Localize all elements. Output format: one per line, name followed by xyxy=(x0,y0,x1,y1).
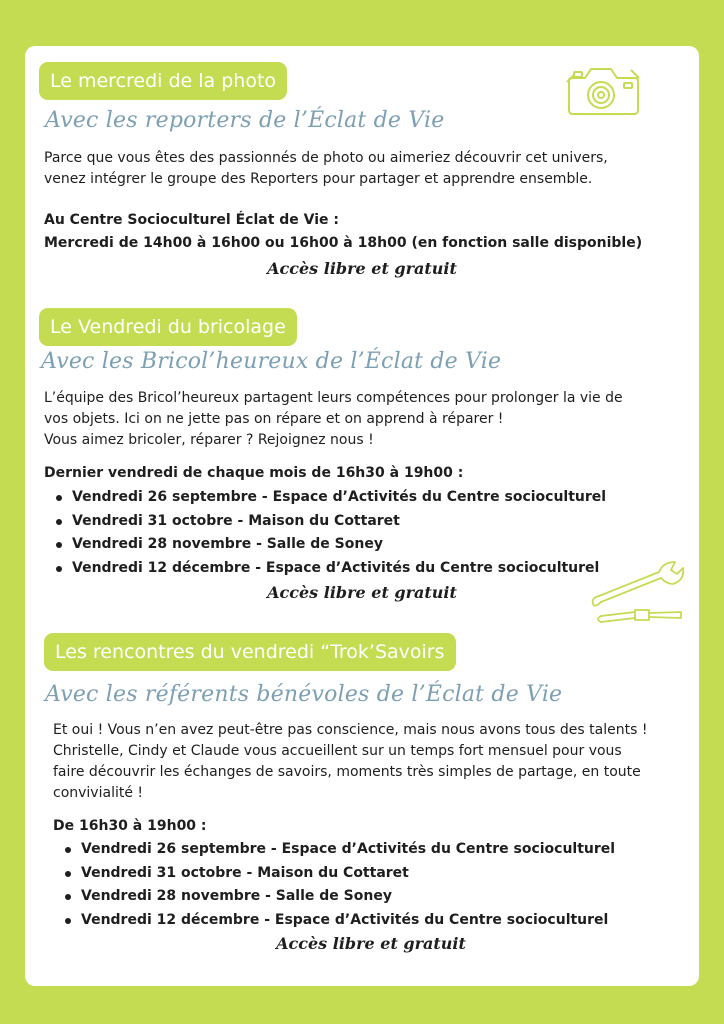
section-intro-bricolage xyxy=(44,388,693,451)
camera-icon xyxy=(565,60,641,120)
flyer-card xyxy=(25,46,699,986)
photo-schedule: Mercredi de 14h00 à 16h00 ou 16h00 à 18h00 (en fonction salle disponible) xyxy=(44,235,643,251)
intro-line: venez intégrer le groupe des Reporters pour partager et apprendre ensemble. xyxy=(44,171,593,187)
troksavoirs-dates-list xyxy=(53,838,615,932)
bricolage-schedule-heading: Dernier vendredi de chaque mois de 16h30 à 19h00 : xyxy=(44,465,464,481)
section-subtitle-photo: Avec les reporters de l’Éclat de Vie xyxy=(45,108,445,133)
section-intro-photo xyxy=(44,148,682,190)
tools-icon xyxy=(591,558,687,630)
intro-line: Parce que vous êtes des passionnés de photo ou aimeriez découvrir cet univers, xyxy=(44,150,608,166)
list-item: Vendredi 26 septembre - Espace d’Activités du Centre socioculturel xyxy=(44,486,606,510)
section-intro-troksavoirs xyxy=(53,720,692,804)
section-title-bricolage: Le Vendredi du bricolage xyxy=(39,308,297,346)
section-subtitle-bricolage: Avec les Bricol’heureux de l’Éclat de Vie xyxy=(41,349,502,374)
troksavoirs-schedule-heading: De 16h30 à 19h00 : xyxy=(53,818,207,834)
list-item: Vendredi 28 novembre - Salle de Soney xyxy=(53,885,615,909)
list-item: Vendredi 31 octobre - Maison du Cottaret xyxy=(53,862,615,886)
free-access-label: Accès libre et gratuit xyxy=(267,259,457,278)
section-title-photo: Le mercredi de la photo xyxy=(39,62,287,100)
intro-line: vos objets. Ici on ne jette pas on répare et on apprend à réparer ! xyxy=(44,411,504,427)
intro-line: faire découvrir les échanges de savoirs, moments très simples de partage, en toute xyxy=(53,764,641,780)
free-access-label: Accès libre et gratuit xyxy=(267,583,457,602)
section-subtitle-troksavoirs: Avec les référents bénévoles de l’Éclat de Vie xyxy=(45,682,563,707)
intro-line: Vous aimez bricoler, réparer ? Rejoignez nous ! xyxy=(44,432,374,448)
list-item: Vendredi 12 décembre - Espace d’Activités du Centre socioculturel xyxy=(53,909,615,933)
intro-line: L’équipe des Bricol’heureux partagent leurs compétences pour prolonger la vie de xyxy=(44,390,623,406)
list-item: Vendredi 28 novembre - Salle de Soney xyxy=(44,533,606,557)
intro-line: Christelle, Cindy et Claude vous accueillent sur un temps fort mensuel pour vous xyxy=(53,743,622,759)
free-access-label: Accès libre et gratuit xyxy=(276,934,466,953)
list-item: Vendredi 31 octobre - Maison du Cottaret xyxy=(44,510,606,534)
list-item: Vendredi 26 septembre - Espace d’Activités du Centre socioculturel xyxy=(53,838,615,862)
intro-line: convivialité ! xyxy=(53,785,144,801)
intro-line: Et oui ! Vous n’en avez peut-être pas conscience, mais nous avons tous des talents ! xyxy=(53,722,648,738)
list-item: Vendredi 12 décembre - Espace d’Activités du Centre socioculturel xyxy=(44,557,606,581)
photo-location: Au Centre Socioculturel Éclat de Vie : xyxy=(44,212,340,228)
section-title-troksavoirs: Les rencontres du vendredi “Trok’Savoirs xyxy=(44,633,456,671)
bricolage-dates-list xyxy=(44,486,606,580)
